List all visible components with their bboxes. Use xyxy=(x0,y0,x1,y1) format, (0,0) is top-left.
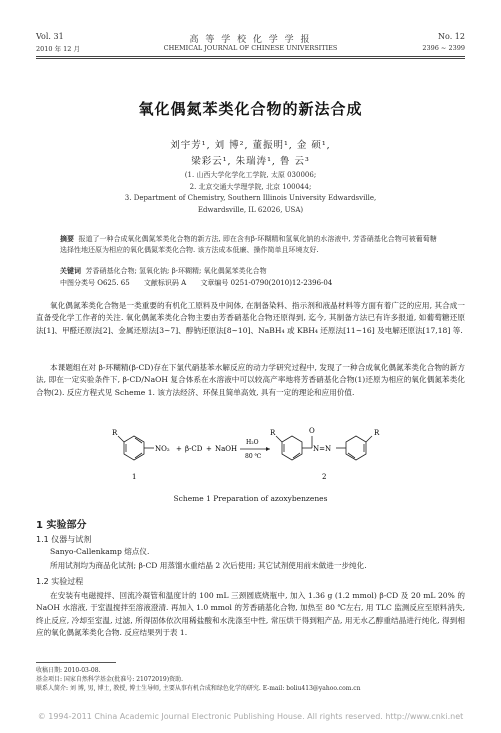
affiliation-4: Edwardsville, IL 62026, USA) xyxy=(197,206,304,214)
volume: Vol. 31 xyxy=(36,32,64,41)
compound-label-2: 2 xyxy=(322,473,327,481)
affiliation-2: 2. 北京交通大学理学院, 北京 100044; xyxy=(189,183,312,191)
footnote-funding: 基金项目: 国家自然科学基金(批准号: 21072019)资助. xyxy=(36,676,183,683)
naoh: NaOH xyxy=(215,445,238,453)
affiliation-1: (1. 山西大学化学化工学院, 太原 030006; xyxy=(184,171,317,179)
arrow-bottom-label: 80 ℃ xyxy=(245,453,262,460)
intro-paragraph-2: 本课题组在对 β-环糊精(β-CD)存在下氯代硝基苯水解反应的动力学研究过程中, 发现了一种合成氧化偶氮苯类化合物的新方法, 即在一定实验条件下, β-CD/NaOH 复合体系在水溶液中可以较高产率地将芳香硝基化合物(1)还原为相应的氧化偶氮苯类化合物(2). 反应方程式见 Scheme 1. 该方法经济、环保且简单高效, 具有一定的理论和应用价值. xyxy=(36,363,465,397)
scheme-caption: Scheme 1 Preparation of azoxybenzenes xyxy=(173,494,328,503)
product-r-left: R xyxy=(270,429,276,437)
keywords-label: 关键词 xyxy=(60,267,81,275)
abstract-label: 摘要 xyxy=(60,235,74,243)
article-number: 文章编号 0251-0790(2010)12-2396-04 xyxy=(200,279,333,287)
product-ring-right xyxy=(346,436,372,460)
journal-title-cn: 高 等 学 校 化 学 学 报 xyxy=(189,35,312,45)
nitro-group: NO₂ xyxy=(155,445,170,453)
plus-2: + xyxy=(206,445,212,453)
keywords xyxy=(60,266,441,277)
article-meta xyxy=(60,278,441,288)
section-1-1-title: 1.1 仪器与试剂 xyxy=(36,535,92,544)
arrow-top-label: H₂O xyxy=(246,439,259,446)
section-1-2-title: 1.2 实验过程 xyxy=(36,577,84,586)
section-1-1-para-2: 所用试剂均为商品化试剂; β-CD 用蒸馏水重结晶 2 次后使用; 其它试剂使用前未做进一步纯化. xyxy=(50,561,367,570)
section-1-title: 1 实验部分 xyxy=(36,520,87,531)
footnotes xyxy=(36,666,465,693)
header-rule xyxy=(36,56,465,57)
arrow-head xyxy=(266,447,270,451)
plus-1: + xyxy=(176,445,182,453)
header-rule-2 xyxy=(36,58,465,59)
authors-line-1: 刘宇芳¹, 刘 博², 董振明¹, 金 硕¹, xyxy=(170,140,331,151)
page-range: 2396 ~ 2399 xyxy=(422,44,465,52)
product-ring-left xyxy=(276,436,346,460)
affiliation-3: 3. Department of Chemistry, Southern Illinois University Edwardsville, xyxy=(124,194,377,202)
footnote-rule xyxy=(36,662,116,663)
reactant-benzene-ring xyxy=(118,436,154,460)
oxygen-atom: O xyxy=(309,427,315,435)
article-title: 氧化偶氮苯类化合物的新法合成 xyxy=(138,100,363,118)
product-r-right: R xyxy=(374,429,380,437)
azoxy-group: N=N xyxy=(313,445,332,453)
journal-title-en: CHEMICAL JOURNAL OF CHINESE UNIVERSITIES xyxy=(163,44,338,52)
intro-paragraph-1: 氧化偶氮苯类化合物是一类重要的有机化工原料及中间体, 在制备染料、指示剂和液晶材料等方面有着广泛的应用, 其合成一直备受化学工作者的关注. 氧化偶氮苯类化合物主要由芳香硝基化合物还原得到, 迄今, 其制备方法已有许多报道, 如葡萄糖还原法[1]、甲醛还原法[2]、金属还原法[3~7]、醇钠还原法[8~10]、NaBH₄ 或 KBH₄ 还原法[11~16] 及电解还原法[17,18] 等. xyxy=(36,301,465,335)
authors-line-2: 梁彩云¹, 朱瑞涛¹, 鲁 云³ xyxy=(191,156,310,167)
abstract xyxy=(60,234,441,255)
issue-date: 2010 年 12 月 xyxy=(36,45,81,53)
copyright-watermark: © 1994-2011 China Academic Journal Electronic Publishing House. All rights reserved. http://www.cnki.net xyxy=(37,712,464,721)
compound-label-1: 1 xyxy=(132,473,137,481)
keywords-text: 芳香硝基化合物; 氢氧化钠; β-环糊精; 氧化偶氮苯类化合物 xyxy=(85,267,267,275)
reaction-scheme xyxy=(112,424,392,484)
footnote-contact: 联系人简介: 刘 博, 男, 博士, 教授, 博士生导师, 主要从事有机合成和绿色化学的研究. E-mail: boliu413@yahoo.com.cn xyxy=(36,685,361,692)
issue: No. 12 xyxy=(438,32,465,41)
reactant-r: R xyxy=(112,429,118,437)
clc-number: 中图分类号 O625. 65 xyxy=(60,279,130,287)
abstract-text: 报道了一种合成氧化偶氮苯类化合物的新方法, 即在含有β-环糊精和氢氧化钠的水溶液中, 芳香硝基化合物可被葡萄糖选择性地还原为相应的氧化偶氮苯类化合物. 该方法成本低廉、操作简单且环境友好. xyxy=(60,235,437,254)
section-1-2-para: 在安装有电磁搅拌、回流冷凝管和温度计的 100 mL 三颈圆底烧瓶中, 加入 1.36 g (1.2 mmol) β-CD 及 20 mL 20% 的 NaOH 水溶液, 于室温搅拌至溶液澄清. 再加入 1.0 mmol 的芳香硝基化合物, 加热至 80 ℃左右, 用 TLC 监测反应至原料消失, 终止反应, 冷却至室温, 过滤, 所得固体依次用稀盐酸和水洗涤至中性, 常压烘干得到粗产品, 用无水乙醇重结晶进行纯化, 得到相应的氧化偶氮苯类化合物. 反应结果列于表 1. xyxy=(36,591,465,638)
beta-cd: β-CD xyxy=(185,445,203,453)
document-code: 文献标识码 A xyxy=(143,279,187,287)
footnote-received: 收稿日期: 2010-03-08. xyxy=(36,667,101,674)
section-1-1-para-1: Sanyo-Callenkamp 熔点仪. xyxy=(50,547,150,556)
